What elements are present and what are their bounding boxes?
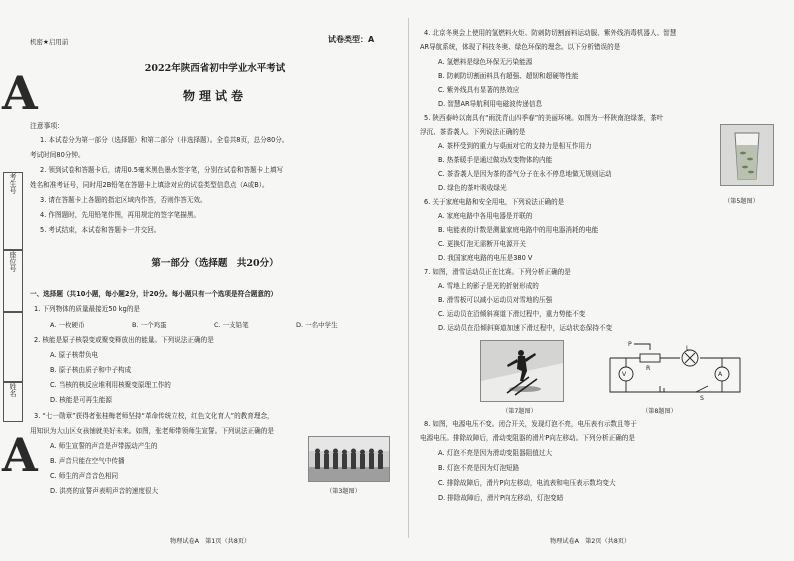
confidential-label: 机密★启用前 xyxy=(30,38,69,46)
q3-option-c: C. 师生的声音音色相同 xyxy=(50,472,119,480)
note-line: 3. 请在答题卡上各题的指定区域内作答，否则作答无效。 xyxy=(40,196,207,204)
figure-8-circuit xyxy=(600,340,750,404)
q6-option-b: B. 电能表的计数是测量家庭电路中的用电器消耗的电能 xyxy=(438,226,599,234)
q6-option-d: D. 我国家庭电路的电压是380 V xyxy=(438,254,533,262)
q7-option-c: C. 运动员在沿倾斜赛道下滑过程中，重力势能不变 xyxy=(438,310,586,318)
page-divider xyxy=(408,18,409,538)
q2-option-c: C. 当核的核反应堆利用核聚变原理工作的 xyxy=(50,381,171,389)
question-3-stem-line2: 用知识为大山区女孩铺就美好未来。如图，张老师带领师生宣誓。下列说法正确的是 xyxy=(30,427,274,435)
oath-photo-illustration xyxy=(309,437,389,481)
q8-option-b: B. 灯泡不亮是因为灯泡短路 xyxy=(438,464,520,472)
q5-option-a: A. 茶杯受到的重力与桌面对它的支持力是相互作用力 xyxy=(438,142,592,150)
q1-option-c: C. 一支铅笔 xyxy=(214,321,249,329)
note-line: 4. 作图题时，先用铅笔作图，再用规定的签字笔描黑。 xyxy=(40,211,201,219)
question-1-options xyxy=(50,320,378,329)
q4-option-a: A. 氢燃料是绿色环保无污染能源 xyxy=(438,58,533,66)
q3-option-d: D. 洪亮的宣誓声表明声音的速度很大 xyxy=(50,487,159,495)
question-8-stem-line1: 8. 如图，电源电压不变。闭合开关，发现灯泡不亮，电压表有示数且等于 xyxy=(424,420,637,428)
page-2-footer: 物理试卷A 第2页（共8页） xyxy=(550,538,631,545)
q1-option-b: B. 一个鸡蛋 xyxy=(132,321,167,329)
question-8-stem-line2: 电源电压。排除故障后，滑动变阻器的滑片P向左移动。下列分析正确的是 xyxy=(420,434,635,442)
skier-illustration xyxy=(481,341,563,401)
question-1-stem: 1. 下列物体的质量最接近50 kg的是 xyxy=(34,305,141,313)
q5-option-d: D. 绿色的茶叶吸收绿光 xyxy=(438,184,507,192)
note-line: 2. 领到试卷和答题卡后，请用0.5毫米黑色墨水签字笔，分别在试卷和答题卡上填写 xyxy=(40,166,284,174)
circuit-label-resistor: R xyxy=(646,365,651,372)
margin-box-seat-number: 座位号 xyxy=(3,250,23,312)
circuit-label-ammeter: A xyxy=(718,371,723,378)
question-6-stem: 6. 关于家庭电路和安全用电，下列说法正确的是 xyxy=(424,198,565,206)
circuit-label-slider: P xyxy=(628,341,632,348)
q2-option-b: B. 原子核由质子和中子构成 xyxy=(50,366,132,374)
q6-option-a: A. 家庭电路中各用电器是并联的 xyxy=(438,212,533,220)
q1-option-d: D. 一名中学生 xyxy=(296,321,338,329)
question-3-stem-line1: 3. “七一勋章”获得者张桂梅老师坚持“革命传统立校，红色文化育人”的教育理念， xyxy=(34,412,274,420)
exam-type-label: 试卷类型：A xyxy=(328,35,375,44)
notes-heading: 注意事项： xyxy=(30,122,64,130)
question-2-stem: 2. 核能是原子核裂变或聚变释放出的能量。下列说法正确的是 xyxy=(34,336,214,344)
q2-option-d: D. 核能是可再生能源 xyxy=(50,396,113,404)
q3-option-b: B. 声音只能在空气中传播 xyxy=(50,457,125,465)
section-intro: 一、选择题（共10小题，每小题2分，计20分。每小题只有一个选项是符合题意的） xyxy=(30,290,278,298)
figure-3-oath-photo xyxy=(308,436,390,482)
question-7-stem: 7. 如图，滑雪运动员正在比赛。下列分析正确的是 xyxy=(424,268,571,276)
q8-option-a: A. 灯泡不亮是因为滑动变阻器阻值过大 xyxy=(438,449,553,457)
margin-letter-top: A xyxy=(2,66,38,120)
q8-option-d: D. 排除故障后，滑片P向左移动，灯泡变暗 xyxy=(438,494,564,502)
note-line: 考试时间80分钟。 xyxy=(30,151,85,159)
tea-cup-illustration xyxy=(721,125,773,185)
note-line: 5. 考试结束，本试卷和答题卡一并交回。 xyxy=(40,226,161,234)
figure-5-tea-cup xyxy=(720,124,774,186)
q3-option-a: A. 师生宣誓的声音是声带振动产生的 xyxy=(50,442,158,450)
q4-option-b: B. 防刺防切割面料具有超强、超韧和超硬等性能 xyxy=(438,72,579,80)
figure-3-caption: （第3题图） xyxy=(326,488,361,495)
circuit-label-voltmeter: V xyxy=(622,371,627,378)
q5-option-b: B. 热茶暖手是通过做功改变物体的内能 xyxy=(438,156,553,164)
section-title: 第一部分（选择题 共20分） xyxy=(151,258,279,269)
q8-option-c: C. 排除故障后，滑片P向左移动，电流表和电压表示数均变大 xyxy=(438,479,616,487)
q5-option-c: C. 茶香袭人是因为茶的香气分子在永不停息地做无规则运动 xyxy=(438,170,612,178)
question-5-stem-line2: 浮沉、茶香袭人。下列说法正确的是 xyxy=(420,128,526,136)
question-4-stem-line1: 4. 北京冬奥会上使用的氢燃料火炬、防刺防切割面料运动服、紫外线消毒机器人、智慧 xyxy=(424,29,677,37)
note-line: 1. 本试卷分为第一部分（选择题）和第二部分（非选择题）。全卷共8页，总分80分。 xyxy=(40,136,289,144)
q1-option-a: A. 一枚硬币 xyxy=(50,321,85,329)
figure-5-caption: （第5题图） xyxy=(724,198,759,205)
circuit-label-lamp: L xyxy=(686,345,690,352)
margin-box-blank xyxy=(3,312,23,382)
q4-option-d: D. 智慧AR导航利用电磁波传递信息 xyxy=(438,100,543,108)
q6-option-c: C. 更换灯泡无需断开电源开关 xyxy=(438,240,526,248)
circuit-label-switch: S xyxy=(700,395,704,402)
margin-box-name: 姓名 xyxy=(3,382,23,422)
q7-option-d: D. 运动员在沿倾斜赛道加速下滑过程中，运动状态保持不变 xyxy=(438,324,613,332)
margin-box-exam-number: 考生号 xyxy=(3,172,23,250)
figure-7-skier xyxy=(480,340,564,402)
question-5-stem-line1: 5. 陕西泰岭以南具有“雨洗青山四季春”的美丽环境。如图为一杯陕南泡绿茶，茶叶 xyxy=(424,114,664,122)
note-line: 姓名和准考证号，同时用2B铅笔在答题卡上填涂对应的试卷类型信息点（A或B）。 xyxy=(30,181,269,189)
question-4-stem-line2: AR导航系统，体现了科技冬奥、绿色环保的理念。以下分析错误的是 xyxy=(420,43,621,51)
exam-title: 2022年陕西省初中学业水平考试 xyxy=(144,63,286,74)
figure-7-caption: （第7题图） xyxy=(502,408,537,415)
page-1-footer: 物理试卷A 第1页（共8页） xyxy=(170,538,251,545)
q4-option-c: C. 紫外线具有显著的热效应 xyxy=(438,86,520,94)
q7-option-b: B. 滑雪板可以减小运动员对雪地的压强 xyxy=(438,296,553,304)
q7-option-a: A. 雪地上的影子是光的折射形成的 xyxy=(438,282,539,290)
margin-letter-bottom: A xyxy=(2,428,38,482)
figure-8-caption: （第8题图） xyxy=(642,408,677,415)
exam-subject: 物理试卷 xyxy=(182,89,247,103)
q2-option-a: A. 原子核带负电 xyxy=(50,351,99,359)
